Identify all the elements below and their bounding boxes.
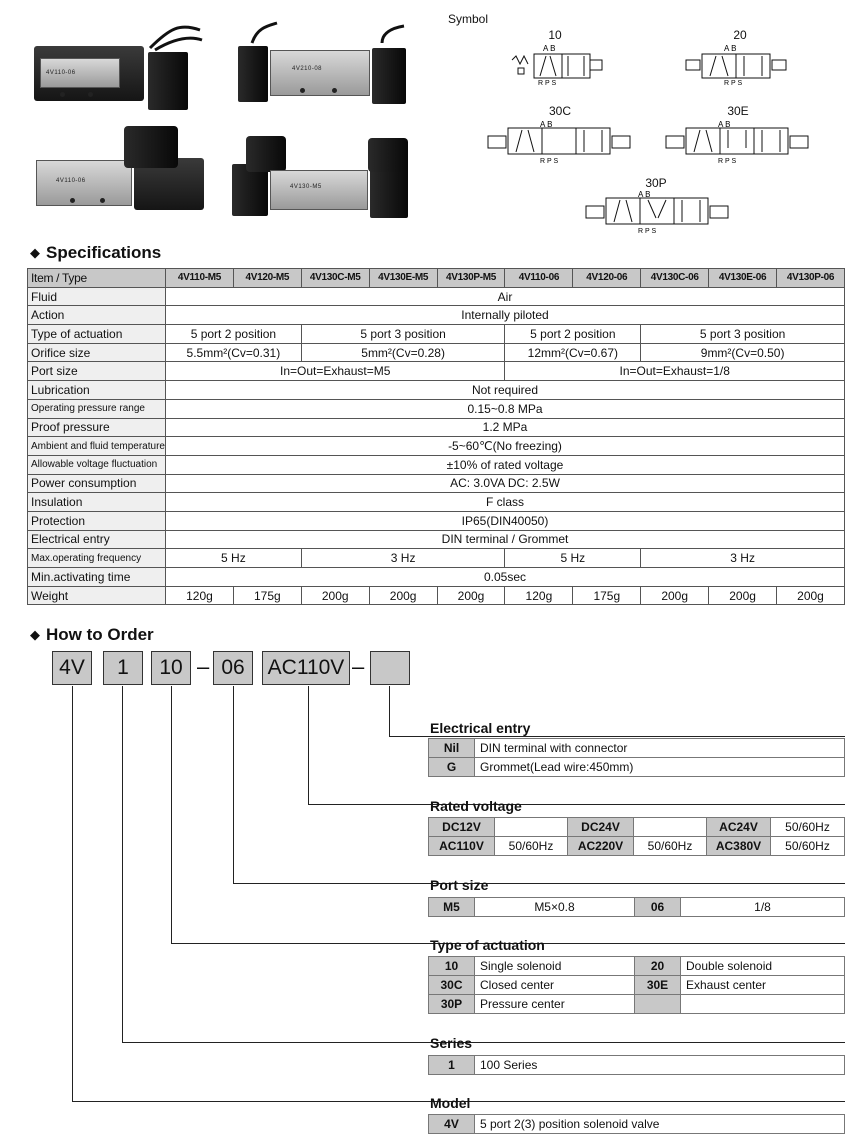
diamond-bullet-icon: ◆ [30, 627, 40, 642]
table-row: Protection IP65(DIN40050) [28, 511, 845, 530]
leader-line [308, 804, 845, 805]
symbol-30e-diagram [664, 118, 810, 164]
symbol-code-20: 20 [733, 28, 747, 42]
table-row: 10 Single solenoid 20 Double solenoid [429, 957, 845, 976]
leader-line [233, 686, 234, 884]
type-of-actuation-title: Type of actuation [430, 937, 545, 953]
leader-line [122, 1042, 845, 1043]
svg-text:R P S: R P S [638, 228, 657, 234]
leader-line [389, 686, 390, 737]
table-row: Action Internally piloted [28, 306, 845, 325]
series-title: Series [430, 1035, 473, 1051]
table-row: Ambient and fluid temperature -5~60℃(No freezing) [28, 437, 845, 456]
photo-label: 4V210-08 [292, 66, 323, 72]
table-row: Weight 120g 175g 200g 200g 200g 120g 175g 200g 200g 200g [28, 586, 845, 605]
table-row: Operating pressure range 0.15~0.8 MPa [28, 399, 845, 418]
code-model-box: 4V [52, 651, 92, 685]
table-row: Power consumption AC: 3.0VA DC: 2.5W [28, 474, 845, 493]
svg-text:R P S: R P S [724, 80, 743, 86]
code-actuation-box: 10 [151, 651, 191, 685]
specifications-heading: ◆ Specifications [30, 243, 162, 262]
table-row: 4V 5 port 2(3) position solenoid valve [429, 1115, 845, 1134]
symbol-code-30c: 30C [548, 104, 571, 118]
table-row: AC110V 50/60Hz AC220V 50/60Hz AC380V 50/60Hz [429, 837, 845, 856]
table-row: Max.operating frequency 5 Hz 3 Hz 5 Hz 3 Hz [28, 549, 845, 568]
electrical-entry-title: Electrical entry [430, 720, 531, 736]
type-header: 4V130E-06 [709, 269, 777, 288]
table-row: Insulation F class [28, 493, 845, 512]
code-voltage-box: AC110V [262, 651, 350, 685]
code-series-box: 1 [103, 651, 143, 685]
svg-text:R P S: R P S [540, 158, 559, 164]
photo-label: 4V130-M5 [290, 184, 322, 190]
type-of-actuation-table [428, 956, 845, 1014]
type-header: 4V130C-M5 [301, 269, 369, 288]
photo-label: 4V110-06 [56, 178, 86, 184]
table-row: 30C Closed center 30E Exhaust center [429, 976, 845, 995]
symbol-30c-diagram [486, 118, 632, 164]
table-row: Type of actuation 5 port 2 position 5 port 3 position 5 port 2 position 5 port 3 position [28, 325, 845, 344]
model-table [428, 1114, 845, 1134]
table-row: Lubrication Not required [28, 381, 845, 400]
svg-text:A B: A B [638, 190, 651, 199]
photo-single-solenoid-m5 [30, 18, 205, 118]
photo-label: 4V110-06 [46, 70, 76, 76]
leader-line [122, 686, 123, 1043]
symbol-30p-diagram [584, 188, 730, 234]
type-header: 4V120-M5 [233, 269, 301, 288]
svg-text:A B: A B [540, 120, 553, 129]
table-row: Orifice size 5.5mm²(Cv=0.31) 5mm²(Cv=0.28) 12mm²(Cv=0.67) 9mm²(Cv=0.50) [28, 343, 845, 362]
table-row: Proof pressure 1.2 MPa [28, 418, 845, 437]
svg-text:R P S: R P S [718, 158, 737, 164]
type-header: 4V130E-M5 [369, 269, 437, 288]
series-table [428, 1055, 845, 1075]
leader-line [233, 883, 845, 884]
type-header: 4V130P-M5 [437, 269, 505, 288]
symbol-ports-top: A B [543, 44, 556, 53]
specifications-table [27, 268, 845, 605]
rated-voltage-title: Rated voltage [430, 798, 522, 814]
photo-double-solenoid-din [228, 130, 418, 226]
table-row: DC12V DC24V AC24V 50/60Hz [429, 818, 845, 837]
symbol-code-30p: 30P [645, 176, 667, 190]
symbol-ports-bottom: R P S [538, 80, 557, 86]
leader-line [171, 686, 172, 944]
electrical-entry-table [428, 738, 845, 777]
type-header: 4V110-06 [505, 269, 573, 288]
port-size-title: Port size [430, 877, 489, 893]
svg-text:A B: A B [718, 120, 731, 129]
table-row: 30P Pressure center [429, 995, 845, 1014]
symbol-code-10: 10 [548, 28, 562, 42]
table-header-row: Item / Type 4V110-M5 4V120-M5 4V130C-M5 4V130E-M5 4V130P-M5 4V110-06 4V120-06 4V130C-06 4V130E-06 4V130P-06 [28, 269, 845, 288]
symbol-20-diagram [684, 42, 794, 86]
table-row: Fluid Air [28, 287, 845, 306]
leader-line [389, 736, 845, 737]
table-row: M5 M5×0.8 06 1/8 [429, 898, 845, 917]
code-dash: – [352, 654, 365, 679]
photo-double-solenoid-large [232, 18, 412, 108]
how-to-order-heading: ◆ How to Order [30, 625, 154, 644]
table-row: G Grommet(Lead wire:450mm) [429, 758, 845, 777]
table-row: Allowable voltage fluctuation ±10% of rated voltage [28, 455, 845, 474]
svg-text:A B: A B [724, 44, 737, 53]
leader-line [72, 686, 73, 1102]
code-entry-box [370, 651, 410, 685]
port-size-table [428, 897, 845, 917]
rated-voltage-table [428, 817, 845, 856]
leader-line [308, 686, 309, 805]
code-dash: – [197, 654, 210, 679]
symbol-10-diagram [510, 42, 610, 86]
type-header: 4V130C-06 [641, 269, 709, 288]
symbol-title: Symbol [448, 12, 489, 26]
diamond-bullet-icon: ◆ [30, 245, 40, 260]
table-row: Electrical entry DIN terminal / Grommet [28, 530, 845, 549]
type-header: 4V120-06 [573, 269, 641, 288]
type-header: 4V130P-06 [777, 269, 845, 288]
model-title: Model [430, 1095, 471, 1111]
code-port-box: 06 [213, 651, 253, 685]
symbol-code-30e: 30E [727, 104, 749, 118]
photo-single-solenoid-din [30, 122, 210, 222]
table-row: Nil DIN terminal with connector [429, 739, 845, 758]
table-row: Min.activating time 0.05sec [28, 568, 845, 587]
type-header: 4V110-M5 [166, 269, 234, 288]
table-row: Port size In=Out=Exhaust=M5 In=Out=Exhaust=1/8 [28, 362, 845, 381]
table-row: 1 100 Series [429, 1056, 845, 1075]
